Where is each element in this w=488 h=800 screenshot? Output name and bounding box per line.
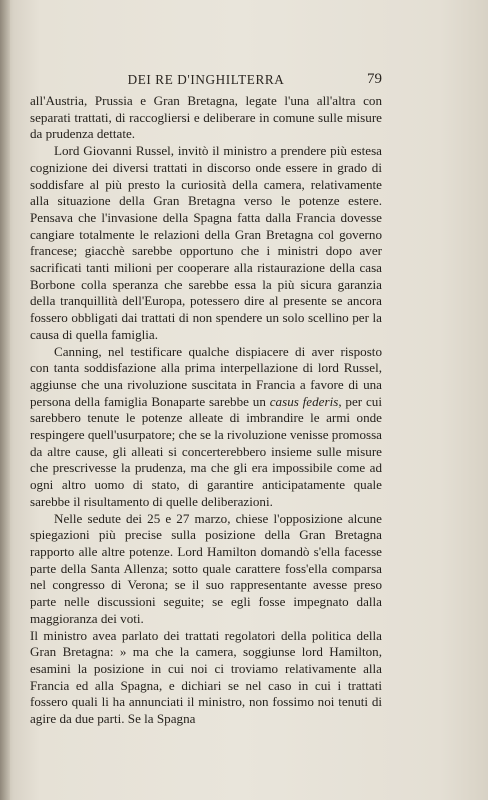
- text-segment: Nelle sedute dei 25 e 27 marzo, chiese l'opposizione alcune spiegazioni più precise sulla posizione della Gran Bretagna rapporto alle altre potenze. Lord Hamilton domandò s'ella facesse parte della Santa Allenza; sotto quale carattere foss'ella comparsa nel congresso di Verona; se il suo rappresentante avesse preso parte nelle discussioni seguite; se egli fosse impegnato dalla maggioranza dei voti.: [30, 510, 382, 626]
- text-segment: , per cui sarebbero tenute le potenze alleate di imbrandire le armi onde respingere quell'usurpatore; che se la rivoluzione venisse promossa da altre cause, gli alleati si concerterebbero insieme sulle misure che prescrivesse la prudenza, ma che gli era impossibile come ad ogni altro uomo di stato, di garantire anticipatamente quale sarebbe il risultamento di quelle deliberazioni.: [30, 393, 382, 509]
- text-segment: Lord Giovanni Russel, invitò il ministro a prendere più estesa cognizione dei diversi trattati in discorso onde essere in grado di soddisfare al più presto la curiosità della camera, relativamente alla situazione della Gran Bretagna verso le potenze estere. Pensava che l'invasione della Spagna fatta dalla Francia dovesse cangiare totalmente le relazioni della Gran Bretagna col governo francese; giacchè sarebbe opportuno che i ministri dopo aver sacrificati tanti milioni per cooperare alla ristaurazione della casa Borbone colla speranza che sarebbe essa la più sicura garanzia della tranquillità dell'Europa, potessero dire al presente se ancora fossero obbligati dai trattati di non spendere un solo scellino per la causa di quella famiglia.: [30, 143, 382, 342]
- running-title: DEI RE D'INGHILTERRA: [127, 72, 285, 87]
- page-header: [30, 72, 382, 92]
- page-number: 79: [367, 71, 382, 87]
- body-text: [30, 93, 382, 728]
- paragraph: [30, 93, 382, 143]
- text-segment: all'Austria, Prussia e Gran Bretagna, legate l'una all'altra con separati trattati, di raccogliersi e deliberare in comune sulle misure da prudenza dettate.: [30, 93, 382, 142]
- paragraph: [30, 511, 382, 628]
- paragraph: [30, 344, 382, 511]
- paragraph: [30, 628, 382, 728]
- paragraph: [30, 143, 382, 343]
- text-segment: Canning, nel testificare qualche dispiacere di aver risposto con tanta soddisfazione alla prima interpellazione di lord Russel, aggiunse che una rivoluzione suscitata in Francia a favore di una persona della famiglia Bonaparte sarebbe un: [30, 343, 382, 409]
- italic-phrase: casus federis: [269, 393, 339, 409]
- text-segment: Il ministro avea parlato dei trattati regolatori della politica della Gran Bretagna: » ma che la camera, soggiunse lord Hamilton, esamini la posizione in cui noi ci troviamo relativamente alla Francia ed alla Spagna, e dichiari se nel caso in cui i trattati fossero quali li ha annunciati il ministro, non fossimo noi tenuti di agire da due parti. Se la Spagna: [30, 627, 382, 727]
- page-gutter-shadow: [0, 0, 10, 800]
